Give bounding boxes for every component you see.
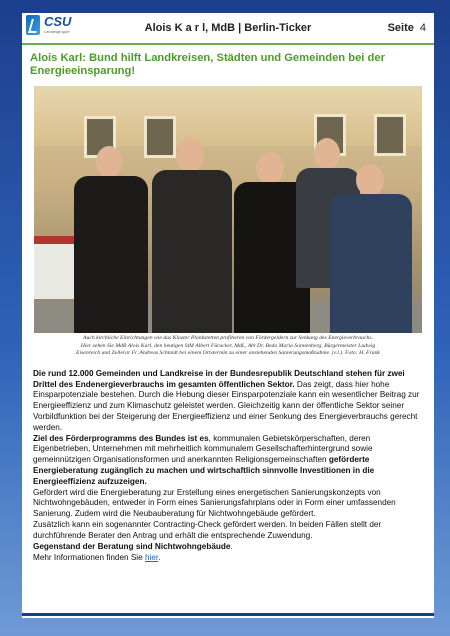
article-photo [34, 86, 422, 333]
logo-text: CSU [44, 14, 72, 29]
paragraph-6-text: Mehr Informationen finden Sie [33, 553, 145, 563]
paragraph-1-bold: Die rund 12.000 Gemeinden und Landkreise in der Bundesrepublik Deutschland stehen für zwei Drittel des Endenergieverbrauchs im gesamten öffentlichen Sektor. [33, 369, 405, 389]
page-number: 4 [419, 22, 426, 34]
caption-line: Eisenreich und Zellerar Fr. Andreas Schmidt bei einem Ortstermin zu einer anstehenden Sanierungsmaßnahme. (v.l.). Foto: H. Frank [76, 350, 380, 357]
paragraph-2-bold-start: Ziel des Förderprogramms des Bundes ist es [33, 433, 209, 443]
paragraph-5: Gegenstand der Beratung sind Nichtwohngebäude. [33, 542, 233, 552]
more-info-link[interactable]: hier [144, 553, 159, 563]
paragraph-1 [33, 369, 425, 433]
caption-line: Auch kirchliche Einrichtungen wie das Kloster Plankstetten profitieren von Fördergeldern zur Senkung des Energieverbrauchs. [83, 335, 373, 341]
page-header [22, 13, 434, 43]
caption-line: Hier sehen Sie MdB Alois Karl, den heutigen StM Albert Füracker, MdL, Abt Dr. Beda Maria Sonnenberg, Bürgermeister Ludwig [80, 342, 376, 349]
logo-subtext: Landesgruppe [44, 29, 70, 34]
header-title: Alois K a r l, MdB | Berlin-Ticker [144, 22, 312, 34]
paragraph-2-bold-end: geförderte Energieberatung zugänglich zu machen und wirtschaftlich sinnvolle Investitionen in die Energieeffizienz aufzuzeigen. [33, 455, 375, 486]
paragraph-4: Zusätzlich kann ein sogenannter Contracting-Check gefördert werden. In beiden Fällen stellt der durchführende Berater den Antrag und erhält die entsprechende Zuwendung. [33, 520, 382, 541]
article-body [33, 369, 425, 565]
paragraph-1-text: Das zeigt, dass hier hohe Einsparpotenziale bestehen. Durch die Hebung dieser Einsparpotenziale kann ein wesentlicher Beitrag zur Energieeffizienz und zum Klimaschutz geleistet werden. Gleichzeitig kann der öffentliche Sektor seiner Vorbildfunktion bei der Steigerung der Energieeffizienz und einer Senkung des Energieverbrauchs gerecht werden. [33, 379, 420, 432]
article-headline: Alois Karl: Bund hilft Landkreisen, Städten und Gemeinden bei der Energieeinsparung! [30, 52, 385, 77]
paragraph-5-bold: Gegenstand der Beratung sind Nichtwohngebäude [33, 542, 231, 552]
document-page [22, 13, 434, 618]
paragraph-2 [33, 434, 425, 488]
photo-caption [32, 335, 424, 358]
page-indicator [388, 22, 426, 34]
header-divider [22, 43, 434, 45]
paragraph-6: Mehr Informationen finden Sie hier. [33, 553, 161, 563]
paragraph-3: Gefördert wird die Energieberatung zur Erstellung eines energetischen Sanierungskonzepts von Nichtwohngebäuden, entweder in Form eines Sanierungsfahrplans oder in Form einer umfassenden Sanierung. Zudem wird die Neubauberatung für Nichtwohngebäude gefördert. [33, 487, 396, 519]
paragraph-2-text: , kommunalen Gebietskörperschaften, deren Eigenbetrieben, Unternehmen mit mehrheitlich kommunalem Gesellschafterhintergrund sowie gemeinnützigen Organisationsformen und anerkannten Religionsgemeinschaften [33, 433, 373, 465]
page-label: Seite [387, 22, 414, 34]
footer-divider [22, 613, 434, 616]
